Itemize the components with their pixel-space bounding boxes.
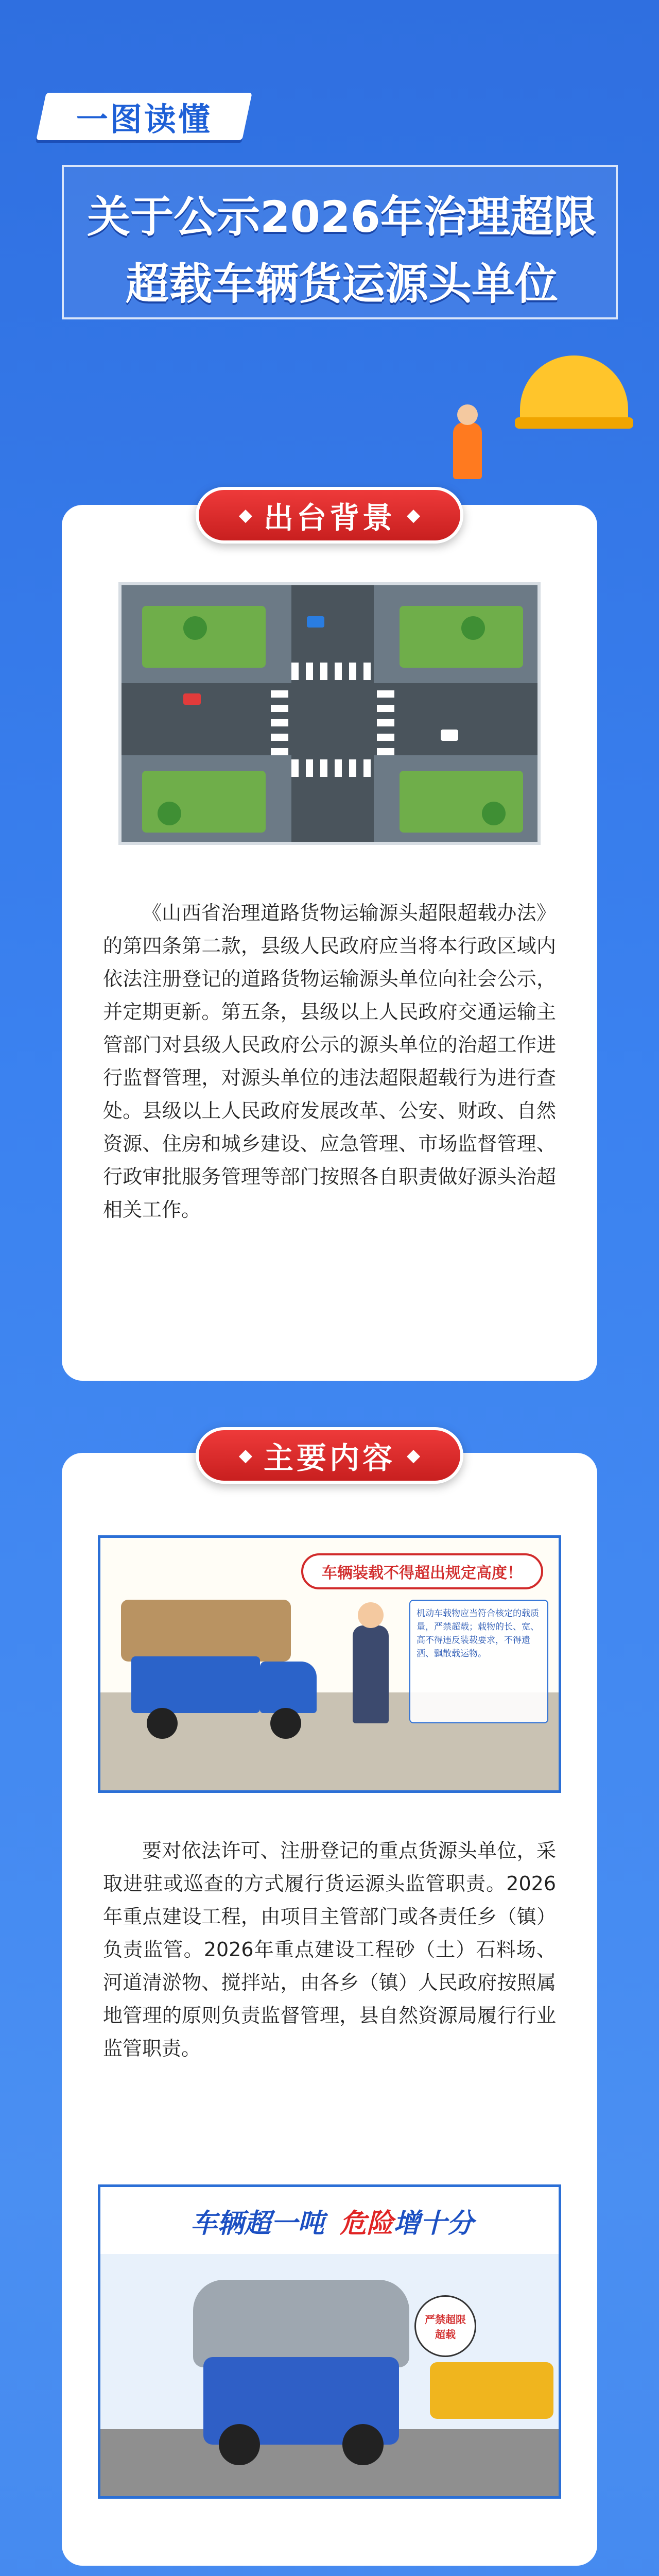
tree-icon [461, 616, 485, 640]
crosswalk [291, 759, 374, 777]
traffic-sign [301, 1553, 543, 1589]
crosswalk [271, 683, 288, 755]
intersection-illustration [118, 582, 541, 845]
header [0, 0, 659, 495]
speech-bubble-text: 严禁超限超载 [425, 2313, 466, 2341]
section-title: 出台背景 [263, 500, 395, 535]
traffic-sign-text: 车辆装载不得超出规定高度！ [322, 1564, 523, 1582]
wheel-icon [219, 2424, 260, 2465]
section-title: 主要内容 [263, 1440, 395, 1476]
section-background-paragraph: 《山西省治理道路货物运输源头超限超载办法》的第四条第二款，县级人民政府应当将本行政区域内依法注册登记的道路货物运输源头单位向社会公示，并定期更新。第五条，县级以上人民政府交通运输主管部门对县级人民政府公示的源头单位的治超工作进行监督管理，对源头单位的违法超限超载行为进行查处。县级以上人民政府发展改革、公安、财政、自然资源、住房和城乡建设、应急管理、市场监督管理、行政审批服务管理等部门按照各自职责做好源头治超相关工作。 [103, 902, 556, 1221]
worker-head-icon [457, 404, 478, 425]
car-icon [441, 730, 458, 741]
section-title-pill-background [196, 487, 463, 544]
officer-figure-icon [353, 1625, 389, 1723]
overloaded-truck-illustration [98, 1535, 561, 1793]
crosswalk [377, 683, 394, 755]
crosswalk [291, 663, 374, 680]
star-icon: ◆ [238, 1445, 252, 1466]
tree-icon [158, 802, 181, 825]
header-tag-text: 一图读懂 [76, 100, 212, 138]
green-belt [142, 771, 266, 833]
green-belt [400, 771, 523, 833]
section-content-paragraph: 要对依法许可、注册登记的重点货源头单位，采取进驻或巡查的方式履行货运源头监管职责。2026年重点建设工程，由项目主管部门或各责任乡（镇）负责监管。2026年重点建设工程砂（土）石料场、河道清淤物、搅拌站，由各乡（镇）人民政府按照属地管理的原则负责监督管理，县自然资源局履行行业监管职责。 [103, 1839, 556, 2060]
worker-figure-icon [453, 422, 482, 479]
officer-head-icon [358, 1602, 384, 1628]
section-title-pill-content [196, 1427, 463, 1484]
page-title-line2: 超载车辆货运源头单位 [125, 259, 558, 309]
tree-icon [482, 802, 506, 825]
warning-slogan-danger: 危险 [339, 2208, 393, 2239]
green-belt [142, 606, 266, 668]
green-belt [400, 606, 523, 668]
title-box [62, 165, 618, 319]
rule-note-box [409, 1600, 548, 1723]
cargo-pile [121, 1600, 291, 1662]
overload-danger-illustration [98, 2184, 561, 2499]
truck-body-icon [131, 1656, 260, 1713]
star-icon: ◆ [407, 505, 421, 526]
warning-slogan-bar [100, 2187, 561, 2254]
header-tag [36, 93, 252, 140]
truck-cab-icon [260, 1662, 317, 1713]
star-icon: ◆ [407, 1445, 421, 1466]
warning-slogan-part3: 增十分 [393, 2208, 474, 2239]
road-vertical [291, 585, 374, 845]
cargo-pile [193, 2280, 409, 2367]
safety-helmet-icon [520, 355, 628, 422]
tree-icon [183, 616, 207, 640]
wheel-icon [147, 1708, 178, 1739]
star-icon: ◆ [238, 505, 252, 526]
wheel-icon [342, 2424, 384, 2465]
page-title-line1: 关于公示2026年治理超限 [87, 192, 597, 242]
yellow-vehicle-icon [430, 2362, 553, 2419]
helmet-brim [515, 417, 633, 429]
warning-slogan-part1: 车辆超一吨 [190, 2208, 324, 2239]
car-icon [307, 616, 324, 628]
car-icon [183, 693, 201, 705]
wheel-icon [270, 1708, 301, 1739]
rule-note-text: 机动车载物应当符合核定的载质量，严禁超载；载物的长、宽、高不得违反装载要求，不得遗洒、飘散载运物。 [417, 1608, 539, 1659]
speech-bubble [414, 2295, 476, 2357]
